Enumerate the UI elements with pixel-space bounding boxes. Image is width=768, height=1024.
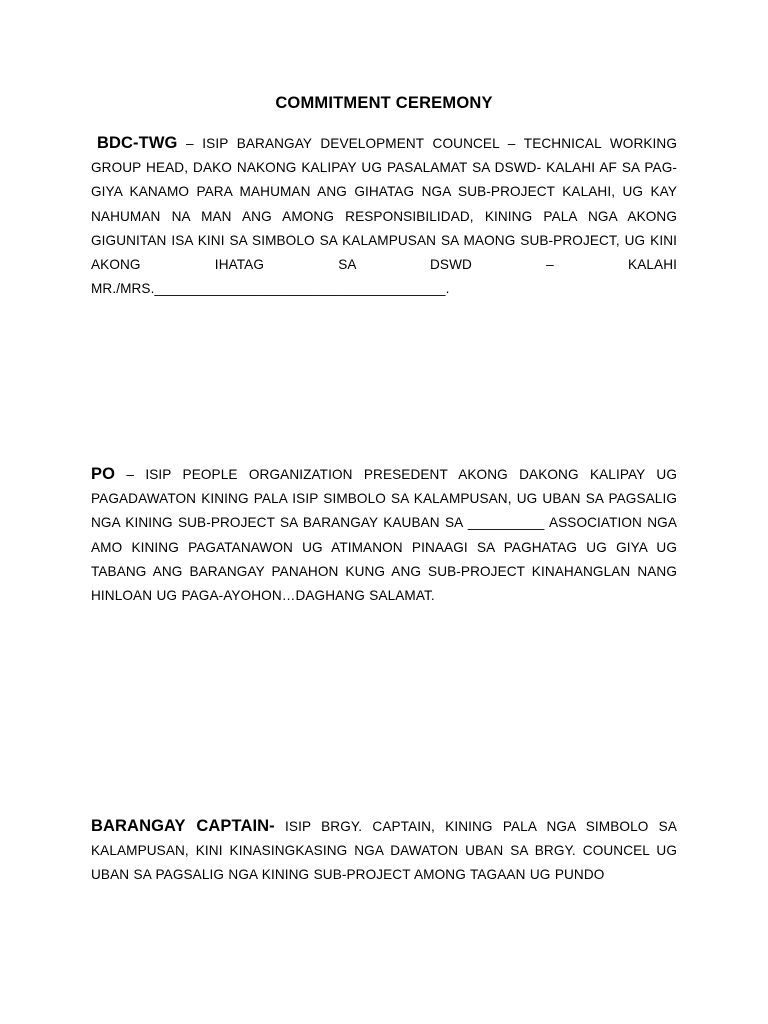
section-body-po: – ISIP PEOPLE ORGANIZATION PRESEDENT AKONG DAKONG KALIPAY UG PAGADAWATON KINING PALA ISIP SIMBOLO SA KALAMPUSAN, UG UBAN SA PAGSALIG NGA KINING SUB-PROJECT SA BARANGAY KAUBAN SA __________ ASSOCIATION NGA AMO KINING PAGATANAWON UG ATIMANON PINAAGI SA PAGHATAG UG GIYA UG TABANG ANG BARANGAY PANAHON KUNG ANG SUB-PROJECT KINAHANGLAN NANG HINLOAN UG PAGA-AYOHON…DAGHANG SALAMAT. (91, 467, 677, 604)
section-lead-po: PO (91, 465, 116, 483)
section-bdc-twg (91, 131, 677, 301)
section-barangay-captain (91, 814, 677, 888)
section-body-bdc-twg: – ISIP BARANGAY DEVELOPMENT COUNCEL – TECHNICAL WORKING GROUP HEAD, DAKO NAKONG KALIPAY UG PASALAMAT SA DSWD- KALAHI AF SA PAG-GIYA KANAMO PARA MAHUMAN ANG GIHATAG NGA SUB-PROJECT KALAHI, UG KAY NAHUMAN NA MAN ANG AMONG RESPONSIBILIDAD, KINING PALA NGA AKONG GIGUNITAN ISA KINI SA SIMBOLO SA KALAMPUSAN SA MAONG SUB-PROJECT, UG KINI AKONG IHATAG SA DSWD – KALAHI MR./MRS.______________________________________. (91, 136, 677, 297)
section-body-barangay-captain: ISIP BRGY. CAPTAIN, KINING PALA NGA SIMBOLO SA KALAMPUSAN, KINI KINASINGKASING NGA DAWATON UBAN SA BRGY. COUNCEL UG UBAN SA PAGSALIG NGA KINING SUB-PROJECT AMONG TAGAAN UG PUNDO (91, 819, 677, 883)
document-title: COMMITMENT CEREMONY (275, 94, 493, 112)
section-po (91, 462, 677, 608)
section-lead-bdc-twg: BDC-TWG (97, 134, 178, 152)
section-lead-barangay-captain: BARANGAY CAPTAIN- (91, 817, 275, 835)
